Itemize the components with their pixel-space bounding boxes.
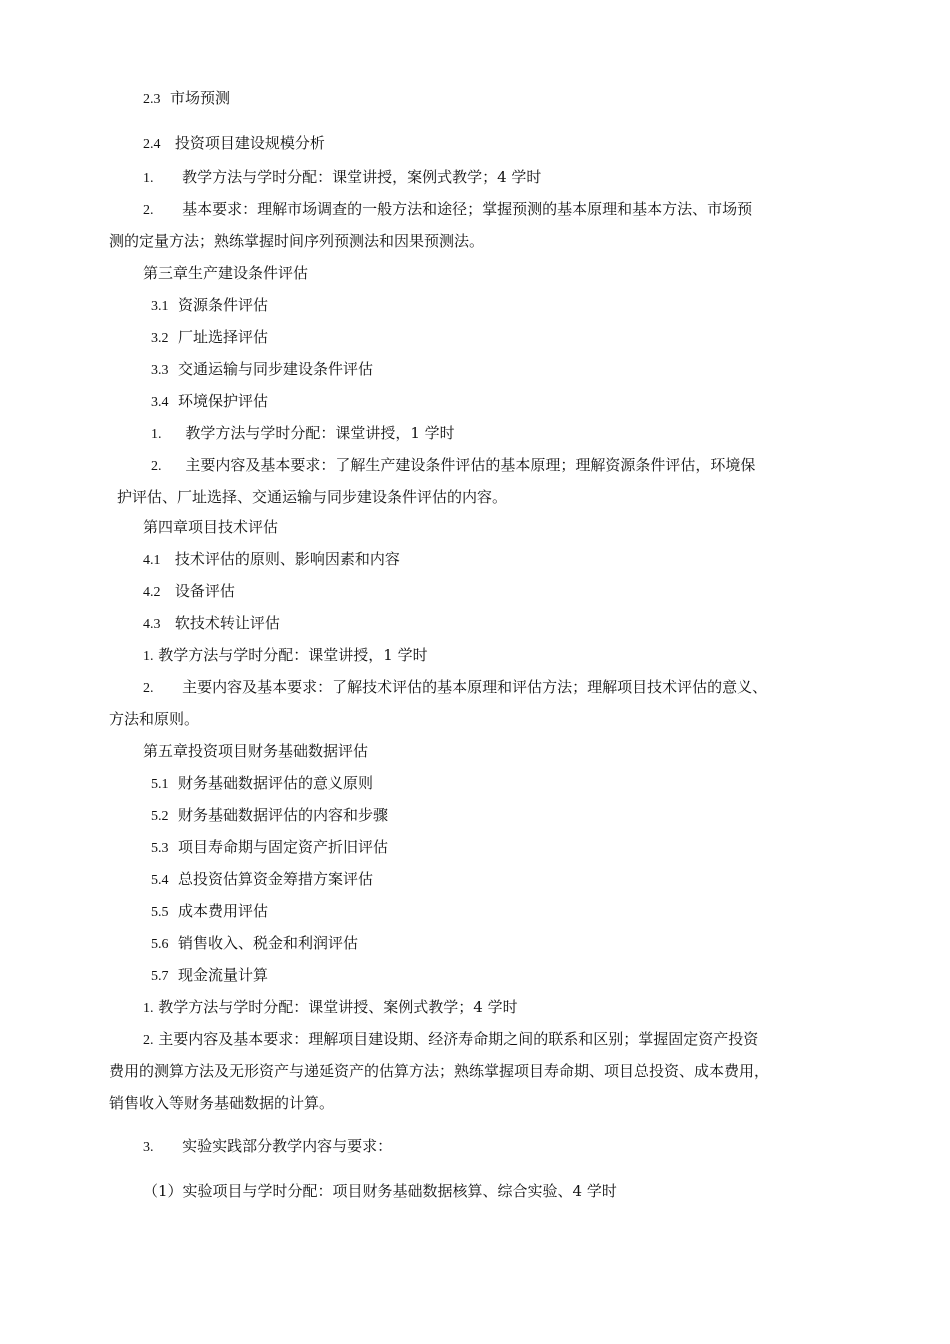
section-5-6: 5.6 销售收入、税金和利润评估 [151, 934, 359, 952]
section-3-1: 3.1 资源条件评估 [151, 296, 269, 314]
ch2-requirements-cont: 测的定量方法；熟练掌握时间序列预测法和因果预测法。 [109, 232, 485, 250]
chapter-5-title: 第五章投资项目财务基础数据评估 [143, 742, 369, 760]
ch3-requirements: 2. 主要内容及基本要求：了解生产建设条件评估的基本原理；理解资源条件评估，环境保 [151, 456, 756, 474]
section-5-7: 5.7 现金流量计算 [151, 966, 269, 984]
section-4-2: 4.2 设备评估 [143, 582, 235, 600]
chapter-4-title: 第四章项目技术评估 [143, 518, 279, 536]
ch4-requirements-cont: 方法和原则。 [109, 710, 200, 728]
ch5-method: 1. 教学方法与学时分配：课堂讲授、案例式教学；4 学时 [143, 998, 518, 1016]
chapter-3-title: 第三章生产建设条件评估 [143, 264, 309, 282]
ch3-requirements-cont: 护评估、厂址选择、交通运输与同步建设条件评估的内容。 [117, 488, 508, 506]
section-4-1: 4.1 技术评估的原则、影响因素和内容 [143, 550, 400, 568]
section-5-3: 5.3 项目寿命期与固定资产折旧评估 [151, 838, 389, 856]
ch4-method: 1. 教学方法与学时分配：课堂讲授，1 学时 [143, 646, 428, 664]
experiment-item-1: （1）实验项目与学时分配：项目财务基础数据核算、综合实验、4 学时 [143, 1182, 617, 1200]
section-3-3: 3.3 交通运输与同步建设条件评估 [151, 360, 374, 378]
section-2-3: 2.3 市场预测 [143, 89, 231, 107]
section-3-4: 3.4 环境保护评估 [151, 392, 269, 410]
ch5-requirements-cont-1: 费用的测算方法及无形资产与递延资产的估算方法；熟练掌握项目寿命期、项目总投资、成本费用， [109, 1062, 770, 1080]
ch4-requirements: 2. 主要内容及基本要求：了解技术评估的基本原理和评估方法；理解项目技术评估的意义、 [143, 678, 768, 696]
section-5-5: 5.5 成本费用评估 [151, 902, 269, 920]
section-2-4: 2.4 投资项目建设规模分析 [143, 134, 325, 152]
section-5-4: 5.4 总投资估算资金筹措方案评估 [151, 870, 374, 888]
ch3-method: 1. 教学方法与学时分配：课堂讲授，1 学时 [151, 424, 455, 442]
ch5-requirements-cont-2: 销售收入等财务基础数据的计算。 [109, 1094, 335, 1112]
experiment-section-title: 3. 实验实践部分教学内容与要求： [143, 1137, 393, 1155]
section-3-2: 3.2 厂址选择评估 [151, 328, 269, 346]
ch2-method: 1. 教学方法与学时分配：课堂讲授，案例式教学；4 学时 [143, 168, 542, 186]
section-5-1: 5.1 财务基础数据评估的意义原则 [151, 774, 374, 792]
section-5-2: 5.2 财务基础数据评估的内容和步骤 [151, 806, 389, 824]
section-4-3: 4.3 软技术转让评估 [143, 614, 280, 632]
ch2-requirements: 2. 基本要求：理解市场调查的一般方法和途径；掌握预测的基本原理和基本方法、市场预 [143, 200, 753, 218]
ch5-requirements: 2. 主要内容及基本要求：理解项目建设期、经济寿命期之间的联系和区别；掌握固定资产投资 [143, 1030, 759, 1048]
